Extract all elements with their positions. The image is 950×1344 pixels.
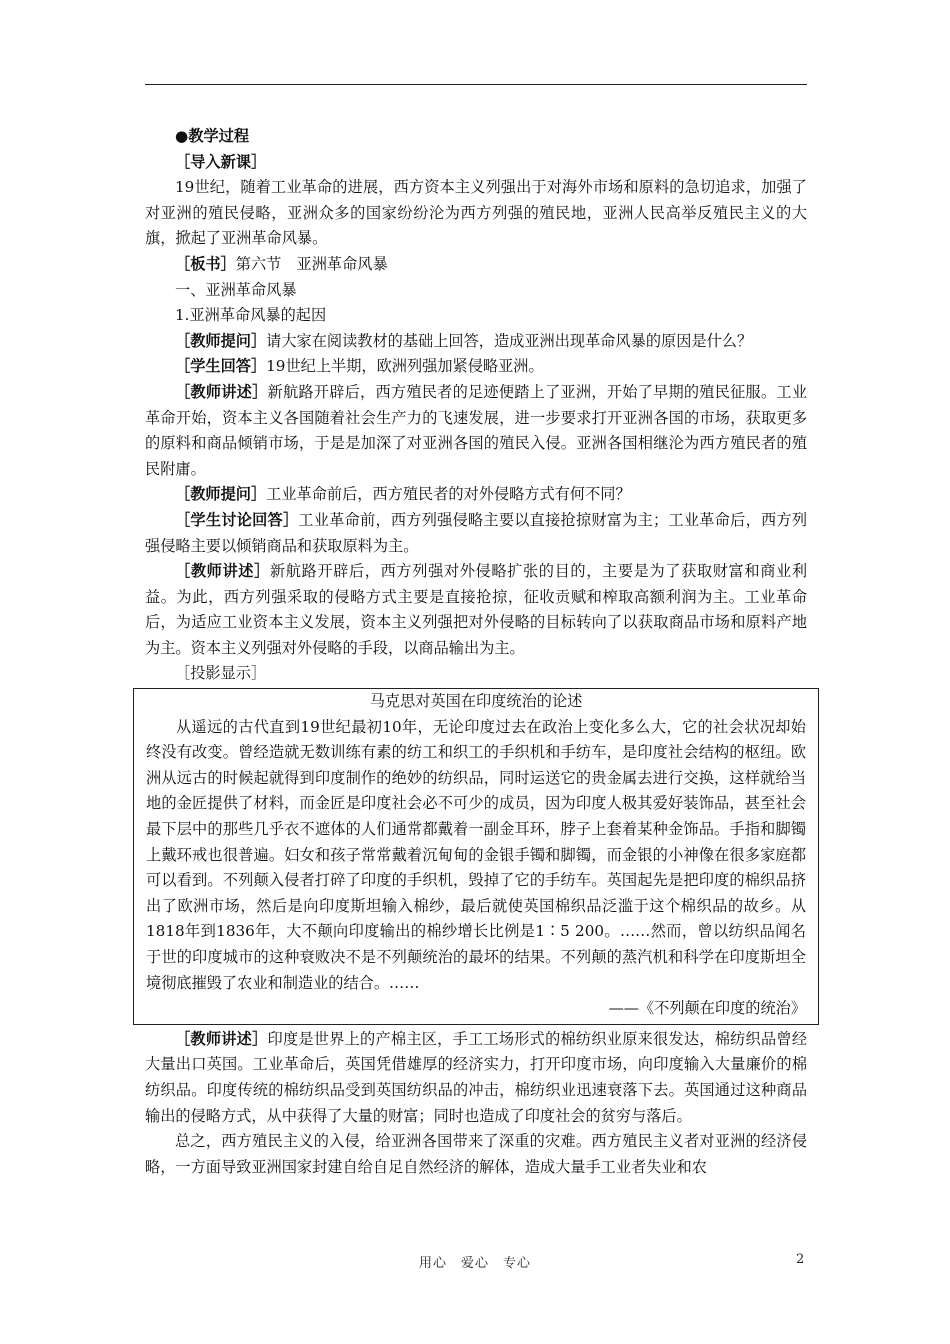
dialogue-paragraph [145,354,807,380]
after-quote-text: 印度是世界上的产棉主区，手工工场形式的棉纺织业原来很发达，棉纺织品曾经大量出口英国。工业革命后，英国凭借雄厚的经济实力，打开印度市场，向印度输入大量廉价的棉纺织品。印度传统的棉纺织品受到英国纺织品的冲击，棉纺织业迅速衰落下去。英国通过这种商品输出的侵略方式，从中获得了大量的财富；同时也造成了印度社会的贫穷与落后。 [145,1029,808,1125]
dialogue-label: ［教师讲述］ [175,562,270,581]
outline-heading-1: 一、亚洲革命风暴 [175,280,297,299]
section-heading: ●教学过程 [175,127,250,145]
after-quote-label: ［教师讲述］ [175,1029,268,1048]
dialogue-text: 新航路开辟后，西方殖民者的足迹便踏上了亚洲，开始了早期的殖民征服。工业革命开始，资本主义各国随着社会生产力的飞速发展，进一步要求打开亚洲各国的市场，获取更多的原料和商品倾销市场，于是是加深了对亚洲各国的殖民入侵。亚洲各国相继沦为西方殖民者的殖民附庸。 [145,382,808,478]
page-footer [0,1252,950,1272]
dialogue-label: ［学生回答］ [175,357,267,376]
summary-paragraph: 总之，西方殖民主义的入侵，给亚洲各国带来了深重的灾难。西方殖民主义者对亚洲的经济侵略，一方面导致亚洲国家封建自给自足自然经济的解体，造成大量手工业者失业和农 [145,1132,807,1176]
dialogue-text: 新航路开辟后，西方列强对外侵略扩张的目的，主要是为了获取财富和商业利益。为此，西方列强采取的侵略方式主要是直接抢掠，征收贡赋和榨取高额利润为主。工业革命后，为适应工业资本主义发展，资本主义列强把对外侵略的目标转向了以获取商品市场和原料产地为主。资本主义列强对外侵略的手段，以商品输出为主。 [145,562,808,657]
dialogue-label: ［教师提问］ [175,485,267,504]
dialogue-label: ［教师提问］ [175,331,267,350]
outline-heading-1-1: 1.亚洲革命风暴的起因 [175,306,327,325]
document-body [145,124,807,1180]
dialogue-text: 工业革命前后，西方殖民者的对外侵略方式有何不同？ [266,485,631,504]
dialogue-text: 19世纪上半期，欧洲列强加紧侵略亚洲。 [266,357,544,376]
intro-label: ［导入新课］ [175,152,267,171]
intro-paragraph: 19世纪，随着工业革命的进展，西方资本主义列强出于对海外市场和原料的急切追求，加强了对亚洲的殖民侵略，亚洲众多的国家纷纷沦为西方列强的殖民地，亚洲人民高举反殖民主义的大旗，掀起了亚洲革命风暴。 [145,178,807,248]
projection-label: ［投影显示］ [175,664,267,683]
footer-motto: 用心 爱心 专心 [418,1256,531,1271]
board-label: ［板书］ [175,254,236,273]
after-quote-paragraph [145,1027,807,1129]
dialogue-paragraph [145,329,807,355]
dialogue-label: ［教师讲述］ [175,382,268,401]
dialogue-paragraph [145,380,807,482]
quote-source: ——《不列颠在印度的统治》 [608,999,806,1018]
quote-body: 从遥远的古代直到19世纪最初10年，无论印度过去在政治上变化多么大，它的社会状况却始终没有改变。曾经造就无数训练有素的纺工和织工的手织机和手纺车，是印度社会结构的枢纽。欧洲从远古的时候起就得到印度制作的绝妙的纺织品，同时运送它的贵金属去进行交换，这样就给当地的金匠提供了材料，而金匠是印度社会必不可少的成员，因为印度人极其爱好装饰品，甚至社会最下层中的那些几乎衣不遮体的人们通常都戴着一副金耳环，脖子上套着某种金饰品。手指和脚镯上戴环戒也很普遍。妇女和孩子常常戴着沉甸甸的金银手镯和脚镯，而金银的小神像在很多家庭都可以看到。不列颠入侵者打碎了印度的手织机，毁掉了它的手纺车。英国起先是把印度的棉织品挤出了欧洲市场，然后是向印度斯坦输入棉纱，最后就使英国棉织品泛滥于这个棉织品的故乡。从1818年到1836年，大不颠向印度输出的棉纱增长比例是1∶5 200。……然而，曾以纺织品闻名于世的印度城市的这种衰败决不是不列颠统治的最坏的结果。不列颠的蒸汽机和科学在印度斯坦全境彻底摧毁了农业和制造业的结合。…… [146,717,806,992]
dialogue-paragraph [145,559,807,661]
board-text: 第六节 亚洲革命风暴 [235,254,388,273]
intro-label-line [145,150,807,176]
quote-title: 马克思对英国在印度统治的论述 [369,692,583,711]
dialogue-paragraph [145,482,807,508]
dialogue-text: 请大家在阅读教材的基础上回答，造成亚洲出现革命风暴的原因是什么？ [266,331,753,350]
header-rule [145,84,807,85]
page-number: 2 [796,1252,805,1267]
dialogue-label: ［学生讨论回答］ [175,510,299,529]
dialogue-paragraph [145,508,807,559]
board-line [145,252,807,278]
quote-box [133,688,819,1025]
dialogue-text: 工业革命前，西方列强侵略主要以直接抢掠财富为主；工业革命后，西方列强侵略主要以倾销商品和获取原料为主。 [145,510,808,555]
